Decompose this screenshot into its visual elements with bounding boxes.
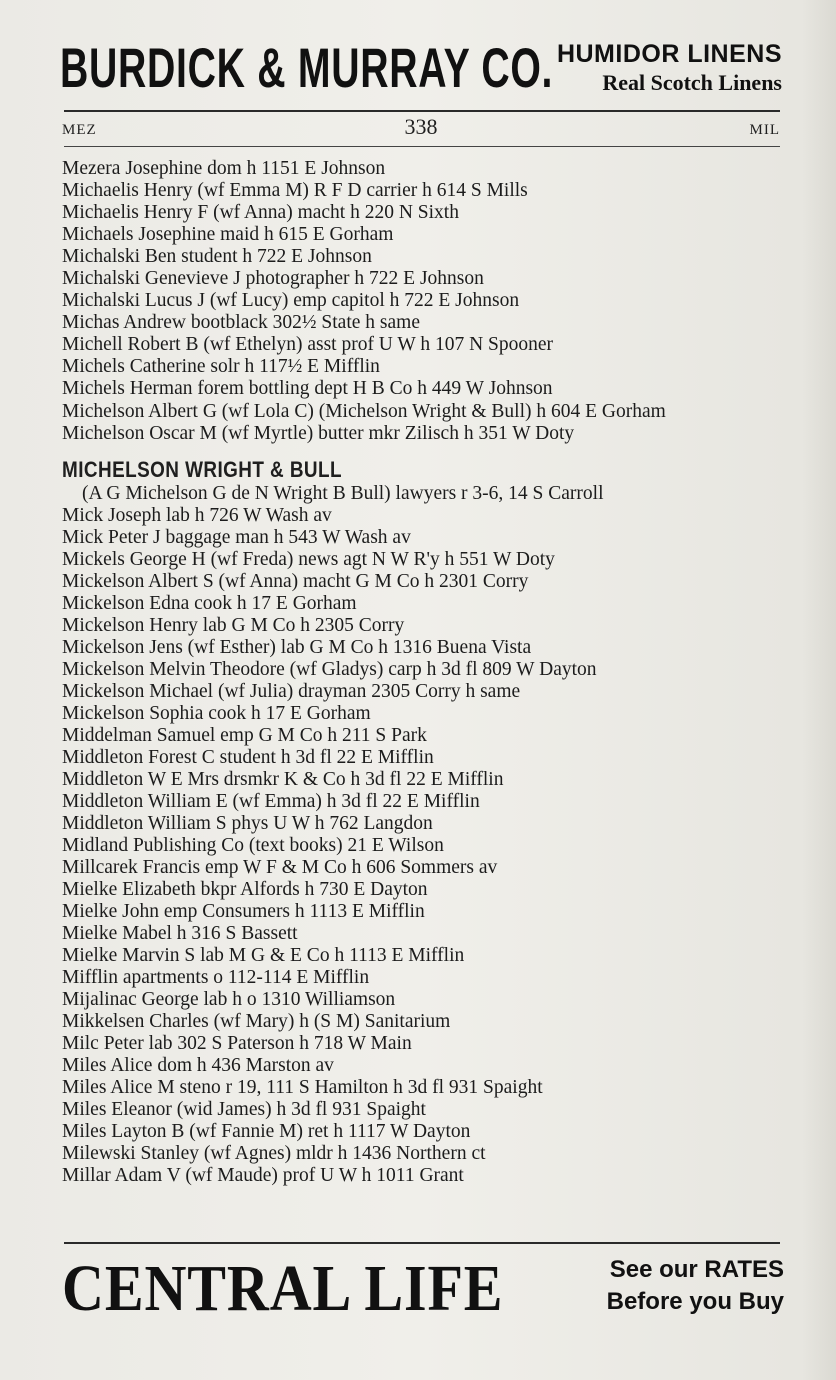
directory-entry: Miles Alice dom h 436 Marston av <box>62 1055 334 1076</box>
directory-entry: Mickelson Henry lab G M Co h 2305 Corry <box>62 615 405 636</box>
directory-entry: Middleton W E Mrs drsmkr K & Co h 3d fl 22 E Mifflin <box>62 769 504 790</box>
directory-entry: Miles Layton B (wf Fannie M) ret h 1117 W Dayton <box>62 1121 471 1142</box>
directory-entry: Mickels George H (wf Freda) news agt N W R'y h 551 W Doty <box>62 549 555 570</box>
directory-entry: Mickelson Albert S (wf Anna) macht G M Co h 2301 Corry <box>62 571 529 592</box>
running-head-right: MIL <box>749 122 780 138</box>
directory-entry: Miles Alice M steno r 19, 111 S Hamilton h 3d fl 931 Spaight <box>62 1077 543 1098</box>
bottom-advertisement <box>62 1252 784 1328</box>
ad-bottom-tagline <box>607 1254 784 1318</box>
directory-entry: Milc Peter lab 302 S Paterson h 718 W Main <box>62 1033 412 1054</box>
directory-entry: Michelson Albert G (wf Lola C) (Michelson Wright & Bull) h 604 E Gorham <box>62 401 666 422</box>
firm-heading: MICHELSON WRIGHT & BULL <box>62 457 343 482</box>
directory-entry: Midland Publishing Co (text books) 21 E Wilson <box>62 835 444 856</box>
directory-entry: Mijalinac George lab h o 1310 Williamson <box>62 989 396 1010</box>
running-head-left: MEZ <box>62 122 97 138</box>
directory-entry: Middelman Samuel emp G M Co h 211 S Park <box>62 725 427 746</box>
directory-entry: Mielke John emp Consumers h 1113 E Mifflin <box>62 901 425 922</box>
directory-entry: Mick Joseph lab h 726 W Wash av <box>62 505 332 526</box>
directory-entry: Mifflin apartments o 112-114 E Mifflin <box>62 967 370 988</box>
directory-entry: Michell Robert B (wf Ethelyn) asst prof U W h 107 N Spooner <box>62 334 554 355</box>
ad-top-tagline-line-2: Real Scotch Linens <box>602 70 782 95</box>
directory-entry: Milewski Stanley (wf Agnes) mldr h 1436 Northern ct <box>62 1143 486 1164</box>
directory-entry: Mielke Marvin S lab M G & E Co h 1113 E Mifflin <box>62 945 465 966</box>
directory-entry: Michaels Josephine maid h 615 E Gorham <box>62 224 394 245</box>
directory-entry: Middleton Forest C student h 3d fl 22 E Mifflin <box>62 747 434 768</box>
directory-entry: Millar Adam V (wf Maude) prof U W h 1011 Grant <box>62 1165 464 1186</box>
directory-entry: Middleton William S phys U W h 762 Langdon <box>62 813 433 834</box>
directory-entry: Michalski Ben student h 722 E Johnson <box>62 246 372 267</box>
directory-entry: Michaelis Henry (wf Emma M) R F D carrier h 614 S Mills <box>62 180 528 201</box>
directory-entry: Middleton William E (wf Emma) h 3d fl 22 E Mifflin <box>62 791 480 812</box>
directory-entry: Millcarek Francis emp W F & M Co h 606 Sommers av <box>62 857 498 878</box>
directory-entry: Michels Herman forem bottling dept H B Co h 449 W Johnson <box>62 378 553 399</box>
ad-top-tagline <box>557 40 782 98</box>
directory-entry: Michas Andrew bootblack 302½ State h same <box>62 312 420 333</box>
ad-bottom-tagline-line-2: Before you Buy <box>606 1288 784 1315</box>
ad-top-brand: BURDICK & MURRAY CO. <box>60 36 554 99</box>
entries-group-before-firm <box>62 158 782 445</box>
firm-detail: (A G Michelson G de N Wright B Bull) lawyers r 3-6, 14 S Carroll <box>82 483 604 504</box>
page-number: 338 <box>404 114 438 139</box>
directory-entry: Miles Eleanor (wid James) h 3d fl 931 Spaight <box>62 1099 426 1120</box>
ad-bottom-tagline-line-1: See our RATES <box>609 1256 784 1283</box>
ad-bottom-brand: CENTRAL LIFE <box>62 1252 504 1325</box>
directory-entry: Mielke Mabel h 316 S Bassett <box>62 923 298 944</box>
directory-entry: Mickelson Melvin Theodore (wf Gladys) carp h 3d fl 809 W Dayton <box>62 659 597 680</box>
bottom-rule <box>64 1242 780 1244</box>
directory-entry: Mickelson Michael (wf Julia) drayman 2305 Corry h same <box>62 681 521 702</box>
directory-entry: Michelson Oscar M (wf Myrtle) butter mkr Zilisch h 351 W Doty <box>62 423 575 444</box>
directory-entry: Mezera Josephine dom h 1151 E Johnson <box>62 158 386 179</box>
header-rule <box>64 146 780 147</box>
directory-entry: Michalski Lucus J (wf Lucy) emp capitol h 722 E Johnson <box>62 290 520 311</box>
running-head <box>62 114 780 142</box>
directory-entry: Michels Catherine solr h 117½ E Mifflin <box>62 356 380 377</box>
top-advertisement <box>60 36 782 106</box>
directory-entry: Michaelis Henry F (wf Anna) macht h 220 N Sixth <box>62 202 459 223</box>
directory-entry: Mickelson Jens (wf Esther) lab G M Co h 1316 Buena Vista <box>62 637 532 658</box>
directory-entry: Mick Peter J baggage man h 543 W Wash av <box>62 527 411 548</box>
entries-group-after-firm <box>62 505 782 1187</box>
directory-entry: Mikkelsen Charles (wf Mary) h (S M) Sanitarium <box>62 1011 451 1032</box>
directory-listing <box>62 158 782 1187</box>
directory-entry: Michalski Genevieve J photographer h 722 E Johnson <box>62 268 484 289</box>
directory-entry: Mickelson Sophia cook h 17 E Gorham <box>62 703 371 724</box>
directory-entry: Mickelson Edna cook h 17 E Gorham <box>62 593 357 614</box>
directory-entry: Mielke Elizabeth bkpr Alfords h 730 E Dayton <box>62 879 428 900</box>
page-edge-shadow <box>802 0 836 1380</box>
ad-top-tagline-line-1: HUMIDOR LINENS <box>556 40 782 68</box>
top-rule <box>64 110 780 112</box>
